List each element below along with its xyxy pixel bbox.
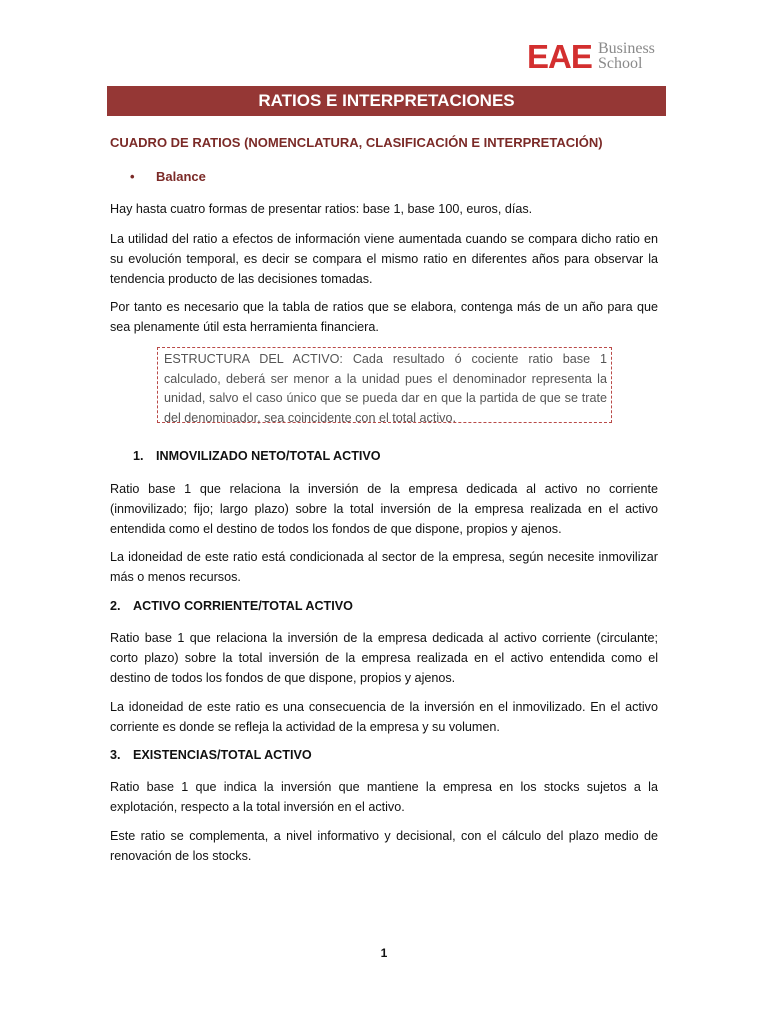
callout-box: ESTRUCTURA DEL ACTIVO: Cada resultado ó cociente ratio base 1 calculado, deberá ser menor a la unidad pues el denominador representa la unidad, salvo el caso único que se pueda dar en que la partida de que se trate del denominador, sea coincidente con el total activo. <box>157 347 612 423</box>
intro-paragraph-3: Por tanto es necesario que la tabla de ratios que se elabora, contenga más de un año para que sea plenamente útil esta herramienta financiera. <box>110 300 658 334</box>
section-heading-label: ACTIVO CORRIENTE/TOTAL ACTIVO <box>133 599 353 613</box>
intro-paragraph-2: La utilidad del ratio a efectos de información viene aumentada cuando se compara dicho ratio en su evolución temporal, es decir se compara el mismo ratio en diferentes años para observar la tendencia producto de las decisiones tomadas. <box>110 232 658 286</box>
section-heading-3 <box>110 748 312 762</box>
bullet-item-balance <box>130 169 206 184</box>
title-banner <box>107 86 666 116</box>
section-heading-1 <box>133 449 381 463</box>
bullet-dot: • <box>130 169 135 184</box>
logo-text <box>598 41 655 71</box>
section-number: 1. <box>133 449 144 463</box>
logo-mark: EAE <box>527 38 592 75</box>
bullet-label: Balance <box>156 169 206 184</box>
page-title: RATIOS E INTERPRETACIONES <box>258 91 515 110</box>
section-heading-label: EXISTENCIAS/TOTAL ACTIVO <box>133 748 312 762</box>
page-number: 1 <box>380 946 388 960</box>
section-2-paragraph-1: Ratio base 1 que relaciona la inversión de la empresa dedicada al activo corriente (circulante; corto plazo) sobre la total inversión de la empresa realizada en el activo entendida como el destino de todos los fondos de que dispone, propios y ajenos. <box>110 631 658 685</box>
section-number: 2. <box>110 599 121 613</box>
section-number: 3. <box>110 748 121 762</box>
intro-paragraph-1: Hay hasta cuatro formas de presentar ratios: base 1, base 100, euros, días. <box>110 202 533 216</box>
section-subheading: CUADRO DE RATIOS (NOMENCLATURA, CLASIFICACIÓN E INTERPRETACIÓN) <box>110 135 603 150</box>
section-1-paragraph-2: La idoneidad de este ratio está condicionada al sector de la empresa, según necesite inmovilizar más o menos recursos. <box>110 550 658 584</box>
section-heading-2 <box>110 599 353 613</box>
section-1-paragraph-1: Ratio base 1 que relaciona la inversión de la empresa dedicada al activo no corriente (inmovilizado; fijo; largo plazo) sobre la total inversión de la empresa realizada en el activo entendida como el destino de todos los fondos de que dispone, propios y ajenos. <box>110 482 658 536</box>
section-3-paragraph-2: Este ratio se complementa, a nivel informativo y decisional, con el cálculo del plazo medio de renovación de los stocks. <box>110 829 658 863</box>
logo-line-1: Business <box>598 40 655 57</box>
section-3-paragraph-1: Ratio base 1 que indica la inversión que mantiene la empresa en los stocks sujetos a la explotación, respecto a la total inversión en el activo. <box>110 780 658 814</box>
section-heading-label: INMOVILIZADO NETO/TOTAL ACTIVO <box>156 449 381 463</box>
section-2-paragraph-2: La idoneidad de este ratio es una consecuencia de la inversión en el inmovilizado. En el activo corriente es donde se refleja la actividad de la empresa y su volumen. <box>110 700 658 734</box>
logo-line-2: School <box>598 55 643 72</box>
eae-business-school-logo <box>527 40 667 74</box>
